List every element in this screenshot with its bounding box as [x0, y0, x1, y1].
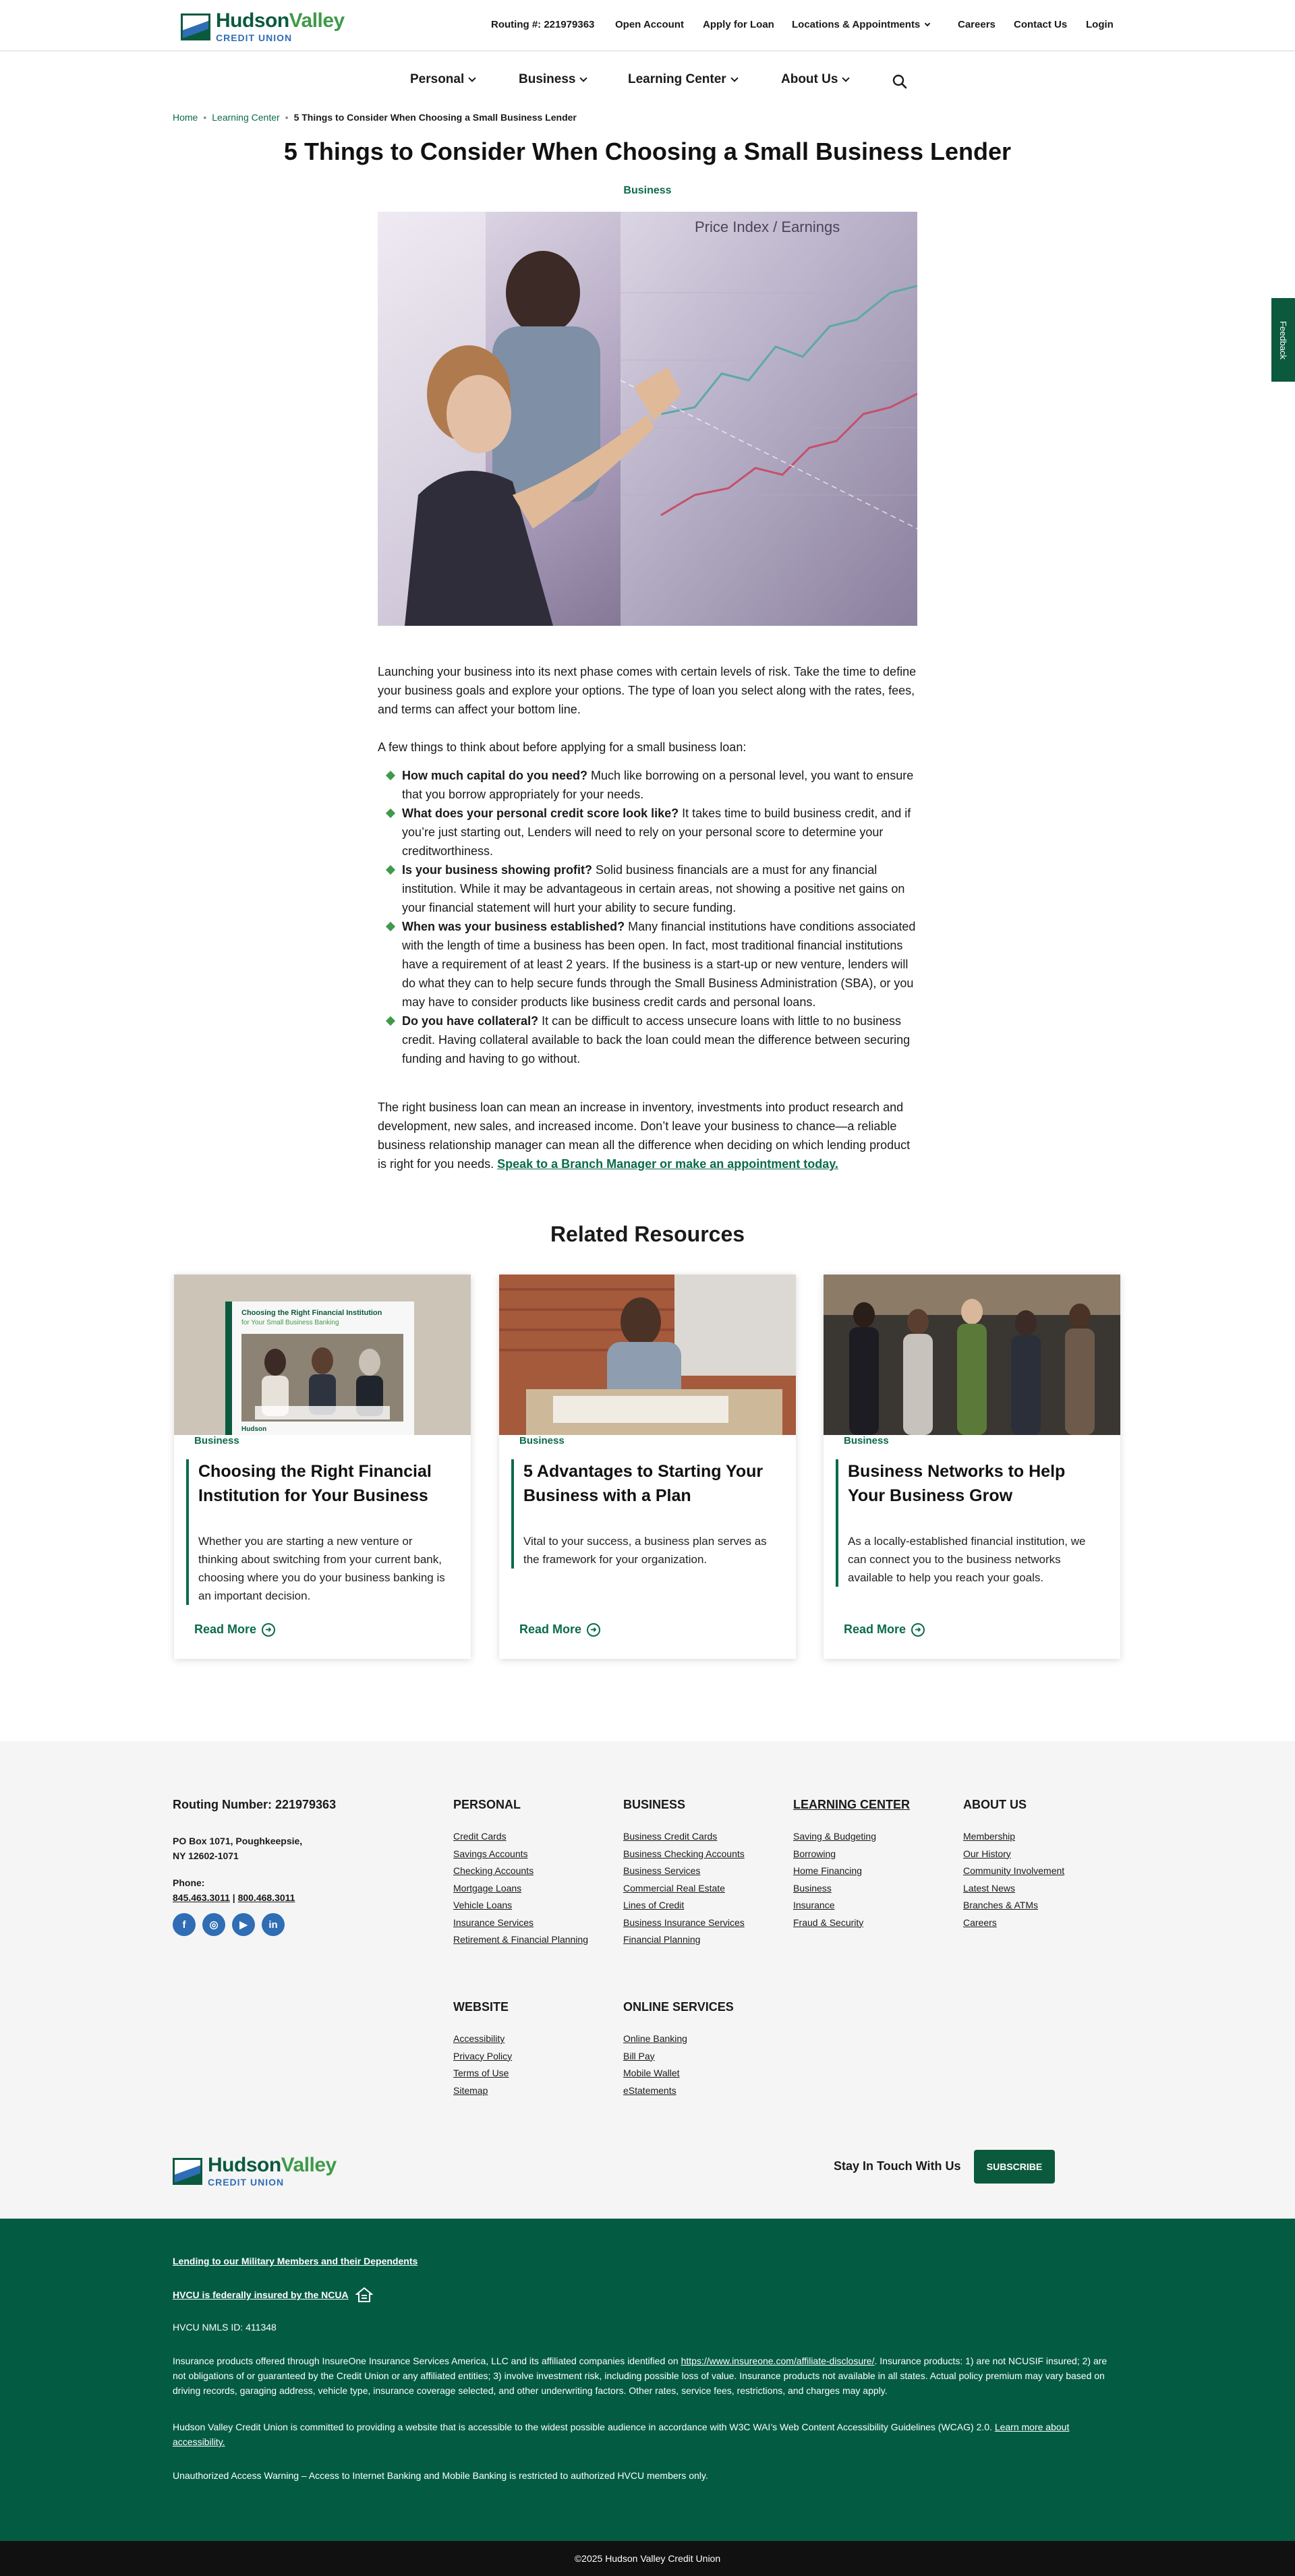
feedback-tab[interactable]	[1271, 298, 1295, 382]
footer-link[interactable]: Business Insurance Services	[623, 1916, 745, 1928]
copyright: ©2025 Hudson Valley Credit Union	[574, 2553, 721, 2564]
footer-link[interactable]: eStatements	[623, 2084, 677, 2096]
footer-link[interactable]: Careers	[963, 1916, 997, 1928]
closing-text: The right business loan can mean an increase in inventory, investments into product research and development, new sales, and increased income. Don’t leave your business to chance—a reliable business relationship manager can mean all the difference when deciding on which lending product is right for you needs.	[378, 1101, 911, 1171]
breadcrumb-current: 5 Things to Consider When Choosing a Small Business Lender	[293, 112, 577, 123]
card-tag: Business	[194, 1435, 239, 1446]
logo-word-valley: Valley	[289, 9, 345, 32]
contact-us-link[interactable]: Contact Us	[1014, 19, 1068, 30]
nav-business-label: Business	[519, 72, 576, 86]
footer-col-online	[623, 2000, 734, 2099]
footer-link[interactable]: Business Credit Cards	[623, 1831, 718, 1842]
footer	[0, 1741, 1295, 2219]
footer-link[interactable]: Retirement & Financial Planning	[453, 1934, 588, 1945]
diamond-bullet-icon	[386, 1016, 395, 1026]
resource-card[interactable]	[174, 1275, 471, 1659]
list-item-text: It can be difficult to access unsecure loans with little to no business credit. Having collateral available to back the loan could mean the difference between securing funding and having to go without.	[402, 1014, 911, 1065]
phone-link-tollfree[interactable]: 800.468.3011	[237, 1892, 295, 1903]
footer-heading: WEBSITE	[453, 2000, 509, 2014]
footer-link[interactable]: Terms of Use	[453, 2068, 509, 2078]
footer-link[interactable]: Our History	[963, 1848, 1011, 1859]
insurance-text-post: . Insurance products: 1) are not NCUSIF insured; 2) are not obligations of or guaranteed by the Credit Union or any affiliated entities; 3) involve investment risk, including possible loss of value. Insurance products not available in all states. Actual policy premium may vary based on driving records, garaging address, vehicle type, insurance coverage selected, and other underwriting factors. Other rates, service fees, restrictions, and charges may apply.	[173, 2355, 1107, 2396]
top-bar	[0, 0, 1295, 51]
footer-link[interactable]: Insurance	[793, 1900, 835, 1910]
card-image-logo-text: Hudson	[241, 1426, 267, 1433]
breadcrumb	[173, 112, 577, 123]
footer-phone-label: Phone:	[173, 1877, 205, 1888]
diamond-bullet-icon	[386, 865, 395, 875]
related-resources-heading: Related Resources	[550, 1222, 745, 1246]
footer-link[interactable]: Insurance Services	[453, 1916, 534, 1928]
phone-link-local[interactable]: 845.463.3011	[173, 1892, 230, 1903]
copyright-bar	[0, 2541, 1295, 2576]
footer-link[interactable]: Online Banking	[623, 2033, 687, 2044]
list-item-question: When was your business established?	[402, 920, 625, 933]
footer-link[interactable]: Business Services	[623, 1865, 701, 1876]
hero-image	[378, 212, 917, 626]
chevron-down-icon	[580, 74, 587, 82]
article-intro: Launching your business into its next phase comes with certain levels of risk. Take the time to define your business goals and explore your options. The type of loan you select along with the rates, fees, and terms can affect your bottom line.	[378, 665, 917, 716]
diamond-bullet-icon	[386, 771, 395, 780]
card-title: Business Networks to Help Your Business Grow	[848, 1462, 1066, 1505]
resource-card[interactable]	[824, 1275, 1120, 1659]
footer-link[interactable]: Savings Accounts	[453, 1848, 528, 1859]
logo-subtitle: CREDIT UNION	[216, 32, 293, 43]
footer-link[interactable]: Borrowing	[793, 1848, 836, 1859]
card-body	[186, 1459, 449, 1605]
footer-link[interactable]: Business Checking Accounts	[623, 1848, 745, 1859]
footer-heading: ABOUT US	[963, 1798, 1027, 1811]
read-more-link[interactable]	[519, 1622, 600, 1637]
chevron-down-icon	[730, 74, 738, 82]
footer-link[interactable]: Commercial Real Estate	[623, 1882, 725, 1894]
read-more-label: Read More	[519, 1622, 582, 1636]
apply-loan-link[interactable]: Apply for Loan	[703, 19, 774, 30]
article-lead: A few things to think about before applying for a small business loan:	[378, 740, 747, 754]
footer-col-about	[963, 1798, 1064, 1931]
nav-learning-center[interactable]	[628, 72, 737, 87]
nmls-id: HVCU NMLS ID: 411348	[173, 2322, 277, 2333]
footer-heading[interactable]: LEARNING CENTER	[793, 1798, 911, 1811]
equal-housing-icon	[355, 2286, 373, 2304]
breadcrumb-learning-center[interactable]: Learning Center	[212, 112, 280, 123]
footer-link[interactable]: Checking Accounts	[453, 1865, 534, 1876]
card-image-title: Choosing the Right Financial Institution	[241, 1309, 382, 1317]
nav-personal-label: Personal	[410, 72, 465, 86]
insurance-text-pre: Insurance products offered through InsureOne Insurance Services America, LLC and its affiliated companies identified on	[173, 2355, 681, 2366]
resource-card[interactable]	[499, 1275, 796, 1659]
accessibility-text: Hudson Valley Credit Union is committed to providing a website that is accessible to the widest possible audience in accordance with W3C WAI’s Web Content Accessibility Guidelines (WCAG) 2.0.	[173, 2422, 995, 2432]
footer-link[interactable]: Latest News	[963, 1882, 1016, 1894]
list-item-question: How much capital do you need?	[402, 769, 588, 782]
card-image-subtitle: for Your Small Business Banking	[241, 1319, 339, 1326]
insureone-link[interactable]: https://www.insureone.com/affiliate-disclosure/	[681, 2355, 875, 2366]
footer-link[interactable]: Bill Pay	[623, 2050, 655, 2061]
ncua-link[interactable]: HVCU is federally insured by the NCUA	[173, 2289, 349, 2300]
youtube-icon[interactable]: ▶	[232, 1913, 255, 1936]
logo-word-valley: Valley	[281, 2154, 337, 2176]
logo-mark-icon	[173, 2158, 202, 2185]
footer-link[interactable]: Home Financing	[793, 1865, 862, 1876]
accessibility-statement	[173, 2420, 1122, 2449]
footer-link[interactable]: Vehicle Loans	[453, 1900, 513, 1910]
routing-number: Routing #: 221979363	[491, 19, 595, 30]
footer-routing-number: Routing Number: 221979363	[173, 1798, 337, 1811]
breadcrumb-separator: •	[203, 112, 207, 123]
footer-link[interactable]: Mortgage Loans	[453, 1882, 522, 1894]
footer-link[interactable]: Sitemap	[453, 2084, 488, 2096]
chevron-down-icon	[925, 21, 930, 26]
locations-link[interactable]	[792, 19, 929, 30]
footer-link[interactable]: Business	[793, 1882, 832, 1894]
social-links	[173, 1913, 336, 1936]
list-item-question: Is your business showing profit?	[402, 863, 593, 877]
login-link[interactable]: Login	[1086, 19, 1114, 30]
chevron-down-icon	[842, 74, 850, 82]
logo-word-hudson: Hudson	[208, 2154, 281, 2176]
stay-in-touch-label: Stay In Touch With Us	[834, 2159, 961, 2173]
article-closing	[378, 1098, 917, 1173]
card-description: Vital to your success, a business plan serves as the framework for your organization.	[523, 1535, 767, 1566]
footer-link[interactable]: Accessibility	[453, 2033, 505, 2044]
footer-link[interactable]: Fraud & Security	[793, 1916, 864, 1928]
breadcrumb-home[interactable]: Home	[173, 112, 198, 123]
card-body	[511, 1459, 774, 1569]
card-title: Choosing the Right Financial Institution for Your Business	[198, 1462, 432, 1505]
category-tag[interactable]: Business	[623, 185, 672, 196]
card-tag: Business	[519, 1435, 565, 1446]
nav-about-us[interactable]	[781, 72, 848, 87]
breadcrumb-separator: •	[285, 112, 289, 123]
nav-about-us-label: About Us	[781, 72, 838, 86]
footer-link[interactable]: Mobile Wallet	[623, 2068, 680, 2078]
feedback-label: Feedback	[1278, 320, 1288, 359]
list-item	[378, 860, 917, 917]
footer-contact	[173, 1798, 336, 1936]
footer-address-line2: NY 12602-1071	[173, 1850, 239, 1861]
read-more-label: Read More	[844, 1622, 906, 1636]
logo[interactable]	[181, 11, 345, 42]
facebook-icon[interactable]: f	[173, 1913, 196, 1936]
linkedin-icon[interactable]: in	[262, 1913, 285, 1936]
careers-link[interactable]: Careers	[958, 19, 996, 30]
diamond-bullet-icon	[386, 809, 395, 818]
list-item-text: Solid business financials are a must for any financial institution. While it may be advantageous in certain areas, not showing a positive net gains on your financial statement will hurt your ability to secure funding.	[402, 863, 905, 914]
list-item	[378, 1012, 917, 1068]
chevron-down-icon	[469, 74, 476, 82]
card-description: Whether you are starting a new venture or thinking about switching from your current bank, choosing where you do your business banking is an important decision.	[198, 1535, 445, 1602]
footer-link[interactable]: Membership	[963, 1831, 1016, 1842]
legal-footer	[0, 2219, 1295, 2541]
footer-col-learning	[793, 1798, 910, 1931]
footer-heading: ONLINE SERVICES	[623, 2000, 734, 2014]
footer-link[interactable]: Community Involvement	[963, 1865, 1065, 1876]
search-icon[interactable]	[892, 74, 908, 90]
card-title: 5 Advantages to Starting Your Business with a Plan	[523, 1462, 764, 1505]
logo-word-hudson: Hudson	[216, 9, 289, 32]
logo-mark-icon	[181, 13, 210, 40]
card-body	[836, 1459, 1099, 1587]
list-item	[378, 917, 917, 1012]
footer-logo[interactable]	[173, 2155, 337, 2187]
list-item-text: Many financial institutions have conditions associated with the length of time a business has been open. In fact, most traditional financial institutions have a requirement of at least 2 years. If the business is a start-up or new venture, lenders will do what they can to help secure funds through the Small Business Administration (SBA), or you may have to consider products like business credit cards and personal loans.	[402, 920, 916, 1009]
access-warning: Unauthorized Access Warning – Access to Internet Banking and Mobile Banking is restricted to authorized HVCU members only.	[173, 2470, 708, 2481]
considerations-list	[378, 766, 917, 1068]
card-image	[499, 1275, 796, 1435]
list-item-question: Do you have collateral?	[402, 1014, 539, 1028]
instagram-icon[interactable]: ◎	[202, 1913, 225, 1936]
arrow-right-circle-icon: ➜	[262, 1623, 275, 1637]
accessibility-link[interactable]: Learn more about accessibility.	[173, 2422, 1070, 2447]
arrow-right-circle-icon: ➜	[587, 1623, 600, 1637]
footer-address-line1: PO Box 1071, Poughkeepsie,	[173, 1836, 303, 1846]
card-description: As a locally-established financial institution, we can connect you to the business networks available to help you reach your goals.	[848, 1535, 1086, 1584]
branch-manager-link[interactable]: Speak to a Branch Manager or make an appointment today.	[497, 1157, 838, 1171]
footer-col-business	[623, 1798, 745, 1949]
page-title: 5 Things to Consider When Choosing a Small Business Lender	[283, 138, 1012, 165]
list-item	[378, 766, 917, 804]
read-more-label: Read More	[194, 1622, 257, 1636]
nav-learning-center-label: Learning Center	[628, 72, 726, 86]
footer-link[interactable]: Saving & Budgeting	[793, 1831, 876, 1842]
card-tag: Business	[844, 1435, 889, 1446]
phone-separator: |	[229, 1892, 238, 1903]
nav-business[interactable]	[519, 72, 586, 87]
list-item	[378, 804, 917, 860]
footer-heading: BUSINESS	[623, 1798, 686, 1811]
subscribe-button[interactable]: SUBSCRIBE	[974, 2150, 1055, 2184]
insurance-disclosure	[173, 2353, 1122, 2398]
open-account-link[interactable]: Open Account	[615, 19, 684, 30]
diamond-bullet-icon	[386, 922, 395, 931]
footer-link[interactable]: Lines of Credit	[623, 1900, 685, 1910]
arrow-right-circle-icon: ➜	[911, 1623, 925, 1637]
card-image	[824, 1275, 1120, 1435]
logo-subtitle: CREDIT UNION	[208, 2177, 285, 2188]
military-lending-link[interactable]: Lending to our Military Members and their Dependents	[173, 2256, 418, 2266]
list-item-text: Much like borrowing on a personal level, you want to ensure that you borrow appropriately for your needs.	[402, 769, 914, 801]
locations-label: Locations & Appointments	[792, 19, 921, 30]
footer-link[interactable]: Branches & ATMs	[963, 1900, 1039, 1910]
read-more-link[interactable]	[844, 1622, 925, 1637]
footer-heading: PERSONAL	[453, 1798, 521, 1811]
nav-personal[interactable]	[410, 72, 475, 87]
list-item-text: It takes time to build business credit, and if you’re just starting out, Lenders will need to rely on your personal score to determine your creditworthiness.	[402, 807, 911, 858]
read-more-link[interactable]	[194, 1622, 275, 1637]
card-image	[174, 1275, 471, 1435]
list-item-question: What does your personal credit score look like?	[402, 807, 679, 820]
hero-chart-label: Price Index / Earnings	[695, 218, 840, 235]
footer-col-website	[453, 2000, 512, 2099]
footer-link[interactable]: Financial Planning	[623, 1934, 701, 1945]
footer-link[interactable]: Credit Cards	[453, 1831, 507, 1842]
footer-link[interactable]: Privacy Policy	[453, 2050, 513, 2061]
footer-col-personal	[453, 1798, 588, 1949]
